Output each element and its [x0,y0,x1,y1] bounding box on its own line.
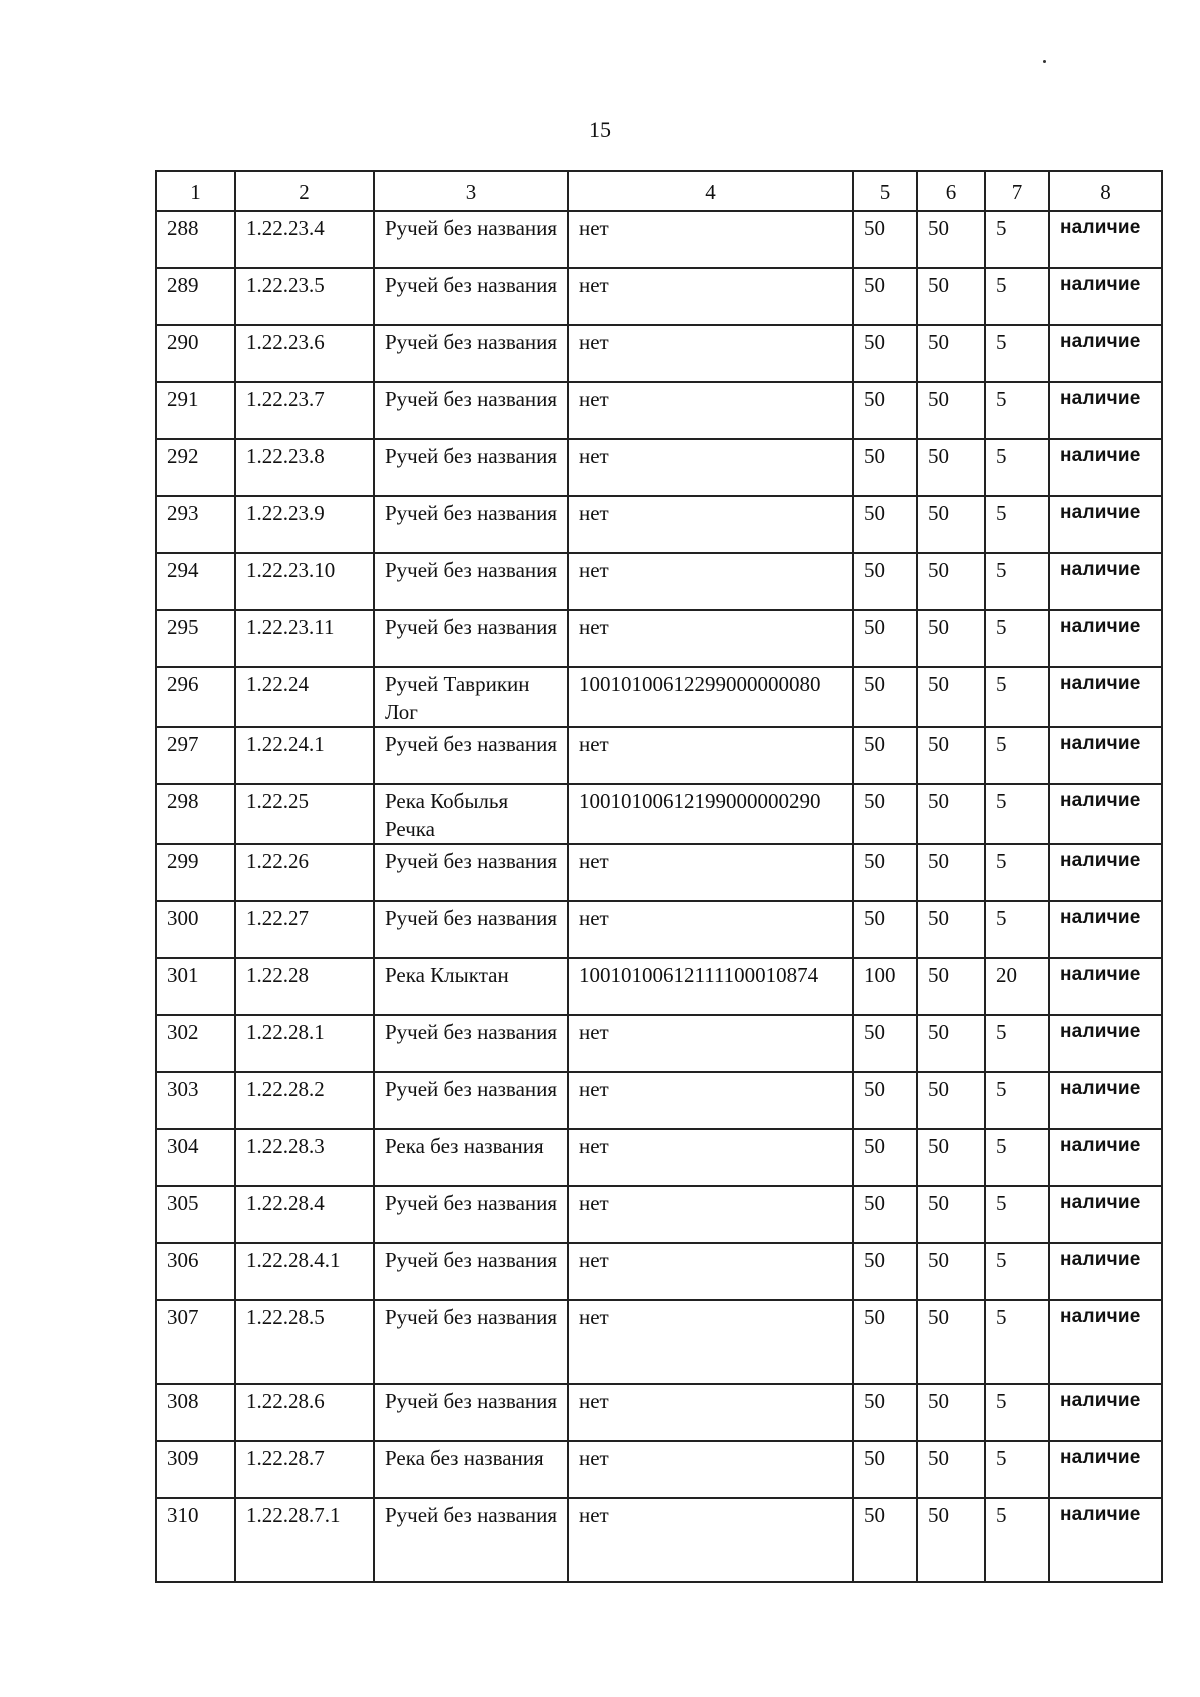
col6-value: 50 [917,844,985,901]
table-row [156,1243,1162,1300]
table-row [156,1384,1162,1441]
col7-value: 5 [985,844,1049,901]
row-number: 299 [156,844,235,901]
object-name: Ручей без названия [374,268,568,325]
object-name: Ручей без названия [374,553,568,610]
row-number: 303 [156,1072,235,1129]
presence-status: наличие [1049,610,1162,667]
col7-value: 5 [985,727,1049,784]
presence-status: наличие [1049,325,1162,382]
row-number: 296 [156,667,235,727]
col6-value: 50 [917,1243,985,1300]
col5-value: 50 [853,211,917,268]
presence-status: наличие [1049,211,1162,268]
object-code: 1.22.23.7 [235,382,374,439]
object-code: 1.22.23.6 [235,325,374,382]
col7-value: 5 [985,211,1049,268]
table-row [156,211,1162,268]
object-code: 1.22.28.4 [235,1186,374,1243]
col5-value: 50 [853,844,917,901]
col5-value: 50 [853,901,917,958]
object-code: 1.22.23.9 [235,496,374,553]
col5-value: 50 [853,382,917,439]
presence-status: наличие [1049,268,1162,325]
object-code: 1.22.28.3 [235,1129,374,1186]
presence-status: наличие [1049,1384,1162,1441]
col5-value: 50 [853,1498,917,1582]
row-number: 294 [156,553,235,610]
registry-code: нет [568,268,853,325]
table-row [156,382,1162,439]
col7-value: 5 [985,1186,1049,1243]
presence-status: наличие [1049,382,1162,439]
object-name: Ручей без названия [374,1243,568,1300]
col5-value: 50 [853,325,917,382]
registry-code: нет [568,1243,853,1300]
table-row [156,1300,1162,1384]
table-row [156,325,1162,382]
row-number: 292 [156,439,235,496]
row-number: 309 [156,1441,235,1498]
presence-status: наличие [1049,553,1162,610]
col7-value: 5 [985,553,1049,610]
row-number: 295 [156,610,235,667]
registry-code: 10010100612111100010874 [568,958,853,1015]
col6-value: 50 [917,1300,985,1384]
col6-value: 50 [917,496,985,553]
table-row [156,1186,1162,1243]
registry-code: нет [568,1129,853,1186]
registry-code: нет [568,1300,853,1384]
object-name: Ручей без названия [374,1384,568,1441]
presence-status: наличие [1049,1186,1162,1243]
object-name: Ручей без названия [374,439,568,496]
object-code: 1.22.28.6 [235,1384,374,1441]
presence-status: наличие [1049,667,1162,727]
registry-code: нет [568,439,853,496]
table-row [156,439,1162,496]
presence-status: наличие [1049,901,1162,958]
col5-value: 100 [853,958,917,1015]
row-number: 290 [156,325,235,382]
object-name: Ручей без названия [374,1072,568,1129]
col6-value: 50 [917,1384,985,1441]
registry-code: нет [568,211,853,268]
registry-code: нет [568,1441,853,1498]
object-name: Ручей без названия [374,496,568,553]
object-code: 1.22.23.5 [235,268,374,325]
col5-value: 50 [853,667,917,727]
presence-status: наличие [1049,1441,1162,1498]
presence-status: наличие [1049,1243,1162,1300]
registry-code: нет [568,610,853,667]
object-code: 1.22.25 [235,784,374,844]
object-name: Ручей без названия [374,1186,568,1243]
col7-value: 20 [985,958,1049,1015]
row-number: 298 [156,784,235,844]
table-row [156,667,1162,727]
object-name: Река Клыктан [374,958,568,1015]
col7-value: 5 [985,268,1049,325]
object-name: Ручей без названия [374,1300,568,1384]
row-number: 301 [156,958,235,1015]
presence-status: наличие [1049,1300,1162,1384]
col7-value: 5 [985,1243,1049,1300]
col6-value: 50 [917,382,985,439]
table-row [156,553,1162,610]
col7-value: 5 [985,667,1049,727]
col6-value: 50 [917,439,985,496]
col5-value: 50 [853,1441,917,1498]
col6-value: 50 [917,1498,985,1582]
col7-value: 5 [985,1129,1049,1186]
page-number: 15 [589,117,611,142]
col6-value: 50 [917,211,985,268]
col7-value: 5 [985,382,1049,439]
col7-value: 5 [985,325,1049,382]
object-name: Ручей без названия [374,325,568,382]
col7-value: 5 [985,784,1049,844]
table-row [156,958,1162,1015]
col7-value: 5 [985,901,1049,958]
col5-value: 50 [853,496,917,553]
object-code: 1.22.28.5 [235,1300,374,1384]
object-name: Ручей без названия [374,844,568,901]
table-row [156,727,1162,784]
col7-value: 5 [985,610,1049,667]
col5-value: 50 [853,1186,917,1243]
object-name: Ручей без названия [374,1498,568,1582]
col6-value: 50 [917,1129,985,1186]
row-number: 300 [156,901,235,958]
col5-value: 50 [853,268,917,325]
column-header: 5 [853,171,917,211]
row-number: 291 [156,382,235,439]
col6-value: 50 [917,325,985,382]
registry-code: нет [568,1384,853,1441]
registry-code: нет [568,382,853,439]
table-row [156,901,1162,958]
column-header: 4 [568,171,853,211]
col7-value: 5 [985,1498,1049,1582]
object-name: Ручей Таврикин Лог [374,667,568,727]
col6-value: 50 [917,1441,985,1498]
object-code: 1.22.23.4 [235,211,374,268]
col7-value: 5 [985,1300,1049,1384]
row-number: 304 [156,1129,235,1186]
table-header-row [156,171,1162,211]
water-bodies-table [155,170,1163,1583]
registry-code: нет [568,325,853,382]
col6-value: 50 [917,610,985,667]
presence-status: наличие [1049,1015,1162,1072]
col6-value: 50 [917,1015,985,1072]
table-row [156,1015,1162,1072]
object-code: 1.22.23.10 [235,553,374,610]
col6-value: 50 [917,958,985,1015]
col7-value: 5 [985,1072,1049,1129]
object-code: 1.22.28.7 [235,1441,374,1498]
col5-value: 50 [853,553,917,610]
col7-value: 5 [985,439,1049,496]
object-name: Ручей без названия [374,382,568,439]
registry-code: 10010100612199000000290 [568,784,853,844]
registry-code: нет [568,901,853,958]
column-header: 1 [156,171,235,211]
row-number: 308 [156,1384,235,1441]
presence-status: наличие [1049,1498,1162,1582]
row-number: 310 [156,1498,235,1582]
registry-code: нет [568,1498,853,1582]
object-code: 1.22.28.1 [235,1015,374,1072]
presence-status: наличие [1049,844,1162,901]
col7-value: 5 [985,496,1049,553]
presence-status: наличие [1049,439,1162,496]
object-code: 1.22.26 [235,844,374,901]
object-name: Ручей без названия [374,610,568,667]
object-code: 1.22.24.1 [235,727,374,784]
row-number: 306 [156,1243,235,1300]
col6-value: 50 [917,1072,985,1129]
object-name: Ручей без названия [374,211,568,268]
table-row [156,784,1162,844]
column-header: 7 [985,171,1049,211]
presence-status: наличие [1049,784,1162,844]
table-body [156,211,1162,1582]
col6-value: 50 [917,1186,985,1243]
table-row [156,1072,1162,1129]
object-code: 1.22.24 [235,667,374,727]
object-code: 1.22.28 [235,958,374,1015]
object-name: Ручей без названия [374,901,568,958]
row-number: 302 [156,1015,235,1072]
column-header: 2 [235,171,374,211]
registry-code: нет [568,496,853,553]
col5-value: 50 [853,1072,917,1129]
registry-code: нет [568,1072,853,1129]
col5-value: 50 [853,1243,917,1300]
presence-status: наличие [1049,1072,1162,1129]
object-name: Ручей без названия [374,727,568,784]
col5-value: 50 [853,1015,917,1072]
col5-value: 50 [853,1384,917,1441]
object-code: 1.22.28.2 [235,1072,374,1129]
presence-status: наличие [1049,496,1162,553]
object-name: Ручей без названия [374,1015,568,1072]
registry-code: нет [568,553,853,610]
registry-code: 10010100612299000000080 [568,667,853,727]
table-row [156,1498,1162,1582]
object-code: 1.22.27 [235,901,374,958]
col5-value: 50 [853,727,917,784]
column-header: 8 [1049,171,1162,211]
object-code: 1.22.23.8 [235,439,374,496]
column-header: 3 [374,171,568,211]
col6-value: 50 [917,784,985,844]
col5-value: 50 [853,1129,917,1186]
col5-value: 50 [853,439,917,496]
col6-value: 50 [917,667,985,727]
row-number: 305 [156,1186,235,1243]
col7-value: 5 [985,1384,1049,1441]
registry-code: нет [568,727,853,784]
col5-value: 50 [853,1300,917,1384]
scan-speck [1043,60,1046,63]
col5-value: 50 [853,784,917,844]
registry-code: нет [568,1186,853,1243]
col7-value: 5 [985,1015,1049,1072]
object-code: 1.22.28.7.1 [235,1498,374,1582]
col5-value: 50 [853,610,917,667]
object-code: 1.22.28.4.1 [235,1243,374,1300]
object-code: 1.22.23.11 [235,610,374,667]
presence-status: наличие [1049,1129,1162,1186]
registry-code: нет [568,1015,853,1072]
table-row [156,268,1162,325]
object-name: Река без названия [374,1129,568,1186]
object-name: Река без названия [374,1441,568,1498]
row-number: 293 [156,496,235,553]
col6-value: 50 [917,727,985,784]
row-number: 288 [156,211,235,268]
table-row [156,1129,1162,1186]
col6-value: 50 [917,901,985,958]
col7-value: 5 [985,1441,1049,1498]
column-header: 6 [917,171,985,211]
table-row [156,610,1162,667]
table-row [156,1441,1162,1498]
row-number: 307 [156,1300,235,1384]
table-row [156,844,1162,901]
table-row [156,496,1162,553]
row-number: 297 [156,727,235,784]
row-number: 289 [156,268,235,325]
presence-status: наличие [1049,727,1162,784]
presence-status: наличие [1049,958,1162,1015]
registry-code: нет [568,844,853,901]
object-name: Река Кобылья Речка [374,784,568,844]
col6-value: 50 [917,553,985,610]
col6-value: 50 [917,268,985,325]
